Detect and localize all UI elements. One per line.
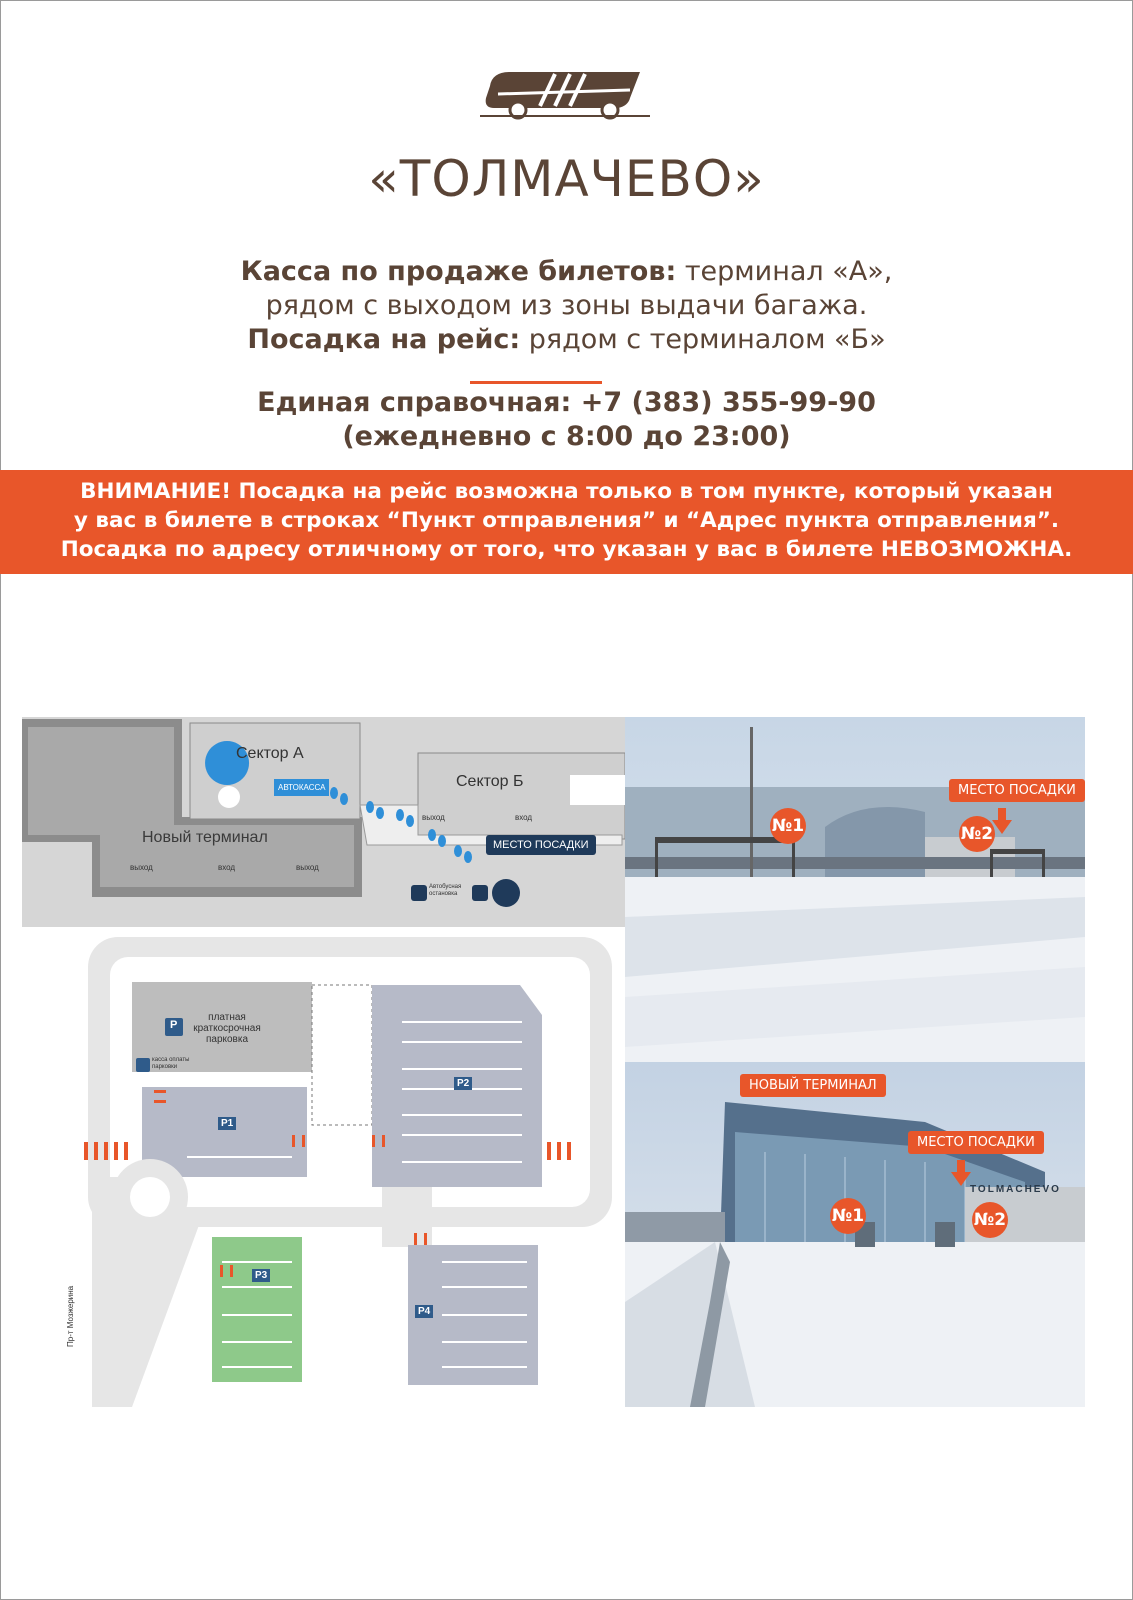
brand-title: «ТОЛМАЧЕВО»	[368, 150, 765, 208]
phone-line[interactable]: Единая справочная: +7 (383) 355-99-90	[257, 387, 876, 418]
ticket-label: Касса по продаже билетов:	[240, 256, 677, 287]
parking-cashier-label: касса оплаты парковки	[152, 1057, 190, 1070]
parking-p3: P3	[252, 1269, 270, 1282]
boarding-tag-2: МЕСТО ПОСАДКИ	[908, 1131, 1044, 1154]
boarding-tag-1: МЕСТО ПОСАДКИ	[949, 779, 1085, 802]
separator	[470, 381, 602, 384]
stop-number-2: №2	[959, 816, 995, 852]
stop-number-1: №1	[830, 1198, 866, 1234]
avtokassa-label: АВТОКАССА	[274, 779, 329, 796]
hours-line: (ежедневно с 8:00 до 23:00)	[342, 421, 791, 452]
entrance-label-b: вход	[515, 813, 533, 822]
sector-b-label: Сектор Б	[456, 773, 524, 790]
ticket-line2: рядом с выходом из зоны выдачи багажа.	[265, 290, 868, 321]
contact-info	[0, 386, 1133, 454]
exit-label-2: выход	[296, 863, 319, 872]
new-terminal-label: Новый терминал	[142, 829, 268, 846]
arrow-down-icon	[992, 820, 1012, 834]
ticket-info	[0, 255, 1133, 357]
airport-map	[22, 717, 625, 1407]
boarding-place-label: МЕСТО ПОСАДКИ	[486, 835, 596, 855]
paid-parking-label: платная краткосрочная парковка	[193, 1012, 261, 1045]
bus-icon	[480, 66, 650, 122]
entrance-label: вход	[218, 863, 236, 872]
stop-number-2: №2	[972, 1202, 1008, 1238]
new-terminal-tag: НОВЫЙ ТЕРМИНАЛ	[740, 1074, 886, 1097]
parking-p4: P4	[415, 1305, 433, 1318]
parking-letter: P	[170, 1019, 178, 1031]
street-label: Пр-т Мозжерина	[66, 1285, 75, 1347]
parking-p2: P2	[454, 1077, 472, 1090]
warning-banner	[0, 470, 1133, 574]
boarding-label: Посадка на рейс:	[247, 324, 521, 355]
exit-label-1: выход	[130, 863, 153, 872]
warning-line-1: ВНИМАНИЕ! Посадка на рейс возможна только в том пункте, который указан	[80, 479, 1053, 504]
bus-stop-label: Автобусная остановка	[429, 884, 462, 897]
stop-number-1: №1	[770, 808, 806, 844]
exit-label-b: выход	[422, 813, 445, 822]
terminal-sign: TOLMACHEVO	[970, 1184, 1061, 1195]
warning-line-2: у вас в билете в строках “Пункт отправления” и “Адрес пункта отправления”.	[73, 508, 1060, 533]
ticket-text: терминал «А»,	[676, 256, 893, 287]
warning-line-3: Посадка по адресу отличному от того, что указан у вас в билете НЕВОЗМОЖНА.	[60, 537, 1073, 562]
boarding-text: рядом с терминалом «Б»	[520, 324, 886, 355]
sector-a-label: Сектор А	[236, 745, 304, 762]
arrow-down-icon	[951, 1172, 971, 1186]
photo-airport-sector-b	[625, 717, 1085, 1062]
parking-p1: P1	[218, 1117, 236, 1130]
photo-new-terminal	[625, 1062, 1085, 1407]
